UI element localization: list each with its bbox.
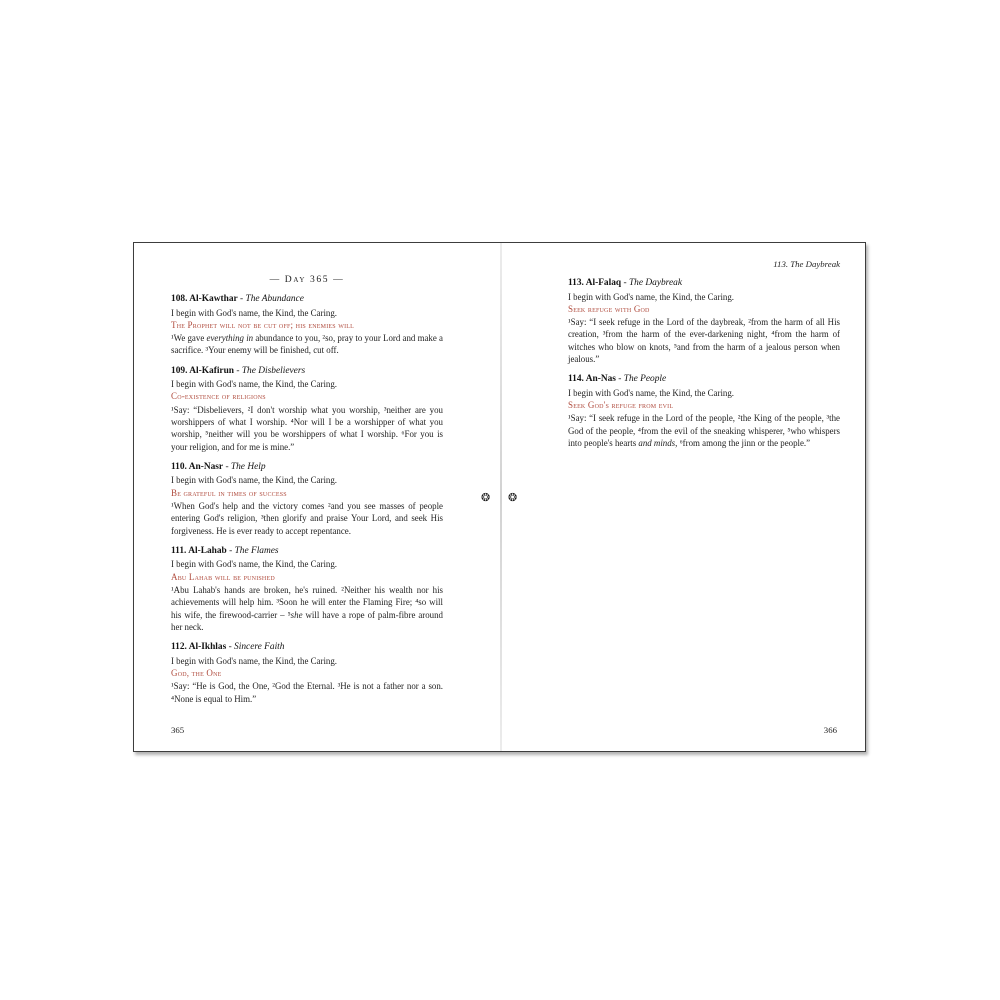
bismillah-line: I begin with God's name, the Kind, the Caring. [171, 379, 338, 390]
verse-text: ¹We gave everything in abundance to you, ²so, pray to your Lord and make a sacrifice. ³Your enemy will be finished, cut off. [171, 333, 443, 356]
verse-text: ¹Say: “I seek refuge in the Lord of the people, ²the King of the people, ³the God of the people, ⁴from the evil of the sneaking whisperer, ⁵who whispers into people's hearts and minds, ⁶from among the jinn or the people.” [568, 413, 840, 448]
surah-subtitle: Sincere Faith [234, 642, 285, 653]
right-page [568, 243, 840, 449]
surah-section-113 [568, 278, 840, 365]
page-number-right: 366 [823, 725, 837, 735]
surah-title [171, 366, 443, 376]
title-separator: - [228, 642, 232, 653]
surah-section-112 [171, 642, 443, 705]
bismillah-line: I begin with God's name, the Kind, the Caring. [171, 655, 338, 666]
surah-number-name: 111. Al-Lahab [171, 545, 227, 556]
title-separator: - [618, 374, 622, 385]
title-separator: - [225, 461, 229, 472]
spine-ornament-left-icon: ❂ [481, 491, 491, 504]
surah-number-name: 113. Al-Falaq [568, 278, 622, 288]
title-separator: - [623, 278, 627, 288]
surah-subtitle: The Flames [234, 545, 279, 556]
book-spread [133, 242, 866, 752]
surah-title [568, 374, 840, 384]
page-number-left: 365 [171, 725, 185, 735]
bismillah-line: I begin with God's name, the Kind, the Caring. [171, 475, 338, 486]
surah-subtitle: The Help [230, 461, 266, 472]
section-heading: Seek God's refuge from evil [568, 400, 674, 411]
verse-text: ¹Say: “I seek refuge in the Lord of the daybreak, ²from the harm of all His creation, ³from the harm of the ever-darkening night, ⁴from the harm of witches who blow on knots, ⁵and from the harm of a jealous person when jealous.” [568, 317, 840, 364]
verse-text: ¹Say: “He is God, the One, ²God the Eternal. ³He is not a father nor a son. ⁴None is equal to Him.” [171, 681, 443, 704]
left-page [171, 243, 443, 705]
surah-number-name: 108. Al-Kawthar [171, 294, 238, 304]
spine-ornament-right-icon: ❂ [508, 491, 518, 504]
surah-section-110 [171, 462, 443, 537]
verse-text: ¹When God's help and the victory comes ²and you see masses of people entering God's religion, ³then glorify and praise Your Lord, and seek His forgiveness. He is ever ready to accept repentance. [171, 501, 443, 536]
surah-number-name: 110. An-Nasr [171, 461, 224, 472]
title-separator: - [236, 365, 240, 376]
surah-title [568, 278, 840, 288]
surah-section-108 [171, 294, 443, 357]
bismillah-line: I begin with God's name, the Kind, the Caring. [171, 307, 338, 318]
surah-section-109 [171, 366, 443, 453]
section-heading: Abu Lahab will be punished [171, 571, 275, 582]
section-heading: God, the One [171, 668, 222, 679]
surah-subtitle: The People [623, 374, 667, 385]
bismillah-line: I begin with God's name, the Kind, the Caring. [171, 559, 338, 570]
title-separator: - [229, 545, 233, 556]
verse-text: ¹Say: “Disbelievers, ²I don't worship what you worship, ³neither are you worshippers of what I worship. ⁴Nor will I be a worshipper of what you worship, ⁵neither will you be worshippers of what I worship. ⁶For you is your religion, and for me is mine.” [171, 404, 443, 452]
surah-title [171, 294, 443, 304]
surah-section-111 [171, 546, 443, 633]
bismillah-line: I begin with God's name, the Kind, the Caring. [568, 387, 735, 398]
surah-number-name: 109. Al-Kafirun [171, 365, 235, 376]
surah-title [171, 642, 443, 652]
section-heading: Be grateful in times of success [171, 487, 287, 498]
running-header: 113. The Daybreak [773, 259, 840, 269]
book-spine-divider [500, 243, 502, 751]
surah-number-name: 112. Al-Ikhlas [171, 642, 227, 653]
day-header: — Day 365 — [269, 274, 345, 285]
surah-subtitle: The Daybreak [628, 278, 682, 288]
title-separator: - [240, 294, 244, 304]
section-heading: Co-existence of religions [171, 391, 266, 402]
surah-subtitle: The Disbelievers [241, 365, 306, 376]
section-heading: Seek refuge with God [568, 303, 650, 314]
surah-title [171, 546, 443, 556]
bismillah-line: I begin with God's name, the Kind, the Caring. [568, 291, 735, 302]
surah-subtitle: The Abundance [245, 294, 304, 304]
surah-section-114 [568, 374, 840, 449]
surah-title [171, 462, 443, 472]
surah-number-name: 114. An-Nas [568, 374, 616, 385]
verse-text: ¹Abu Lahab's hands are broken, he's ruined. ²Neither his wealth nor his achievements will help him. ³Soon he will enter the Flaming Fire; ⁴so will his wife, the firewood-carrier – ⁵she will have a rope of palm-fibre around her neck. [171, 585, 443, 632]
section-heading: The Prophet will not be cut off; his enemies will [171, 319, 355, 330]
